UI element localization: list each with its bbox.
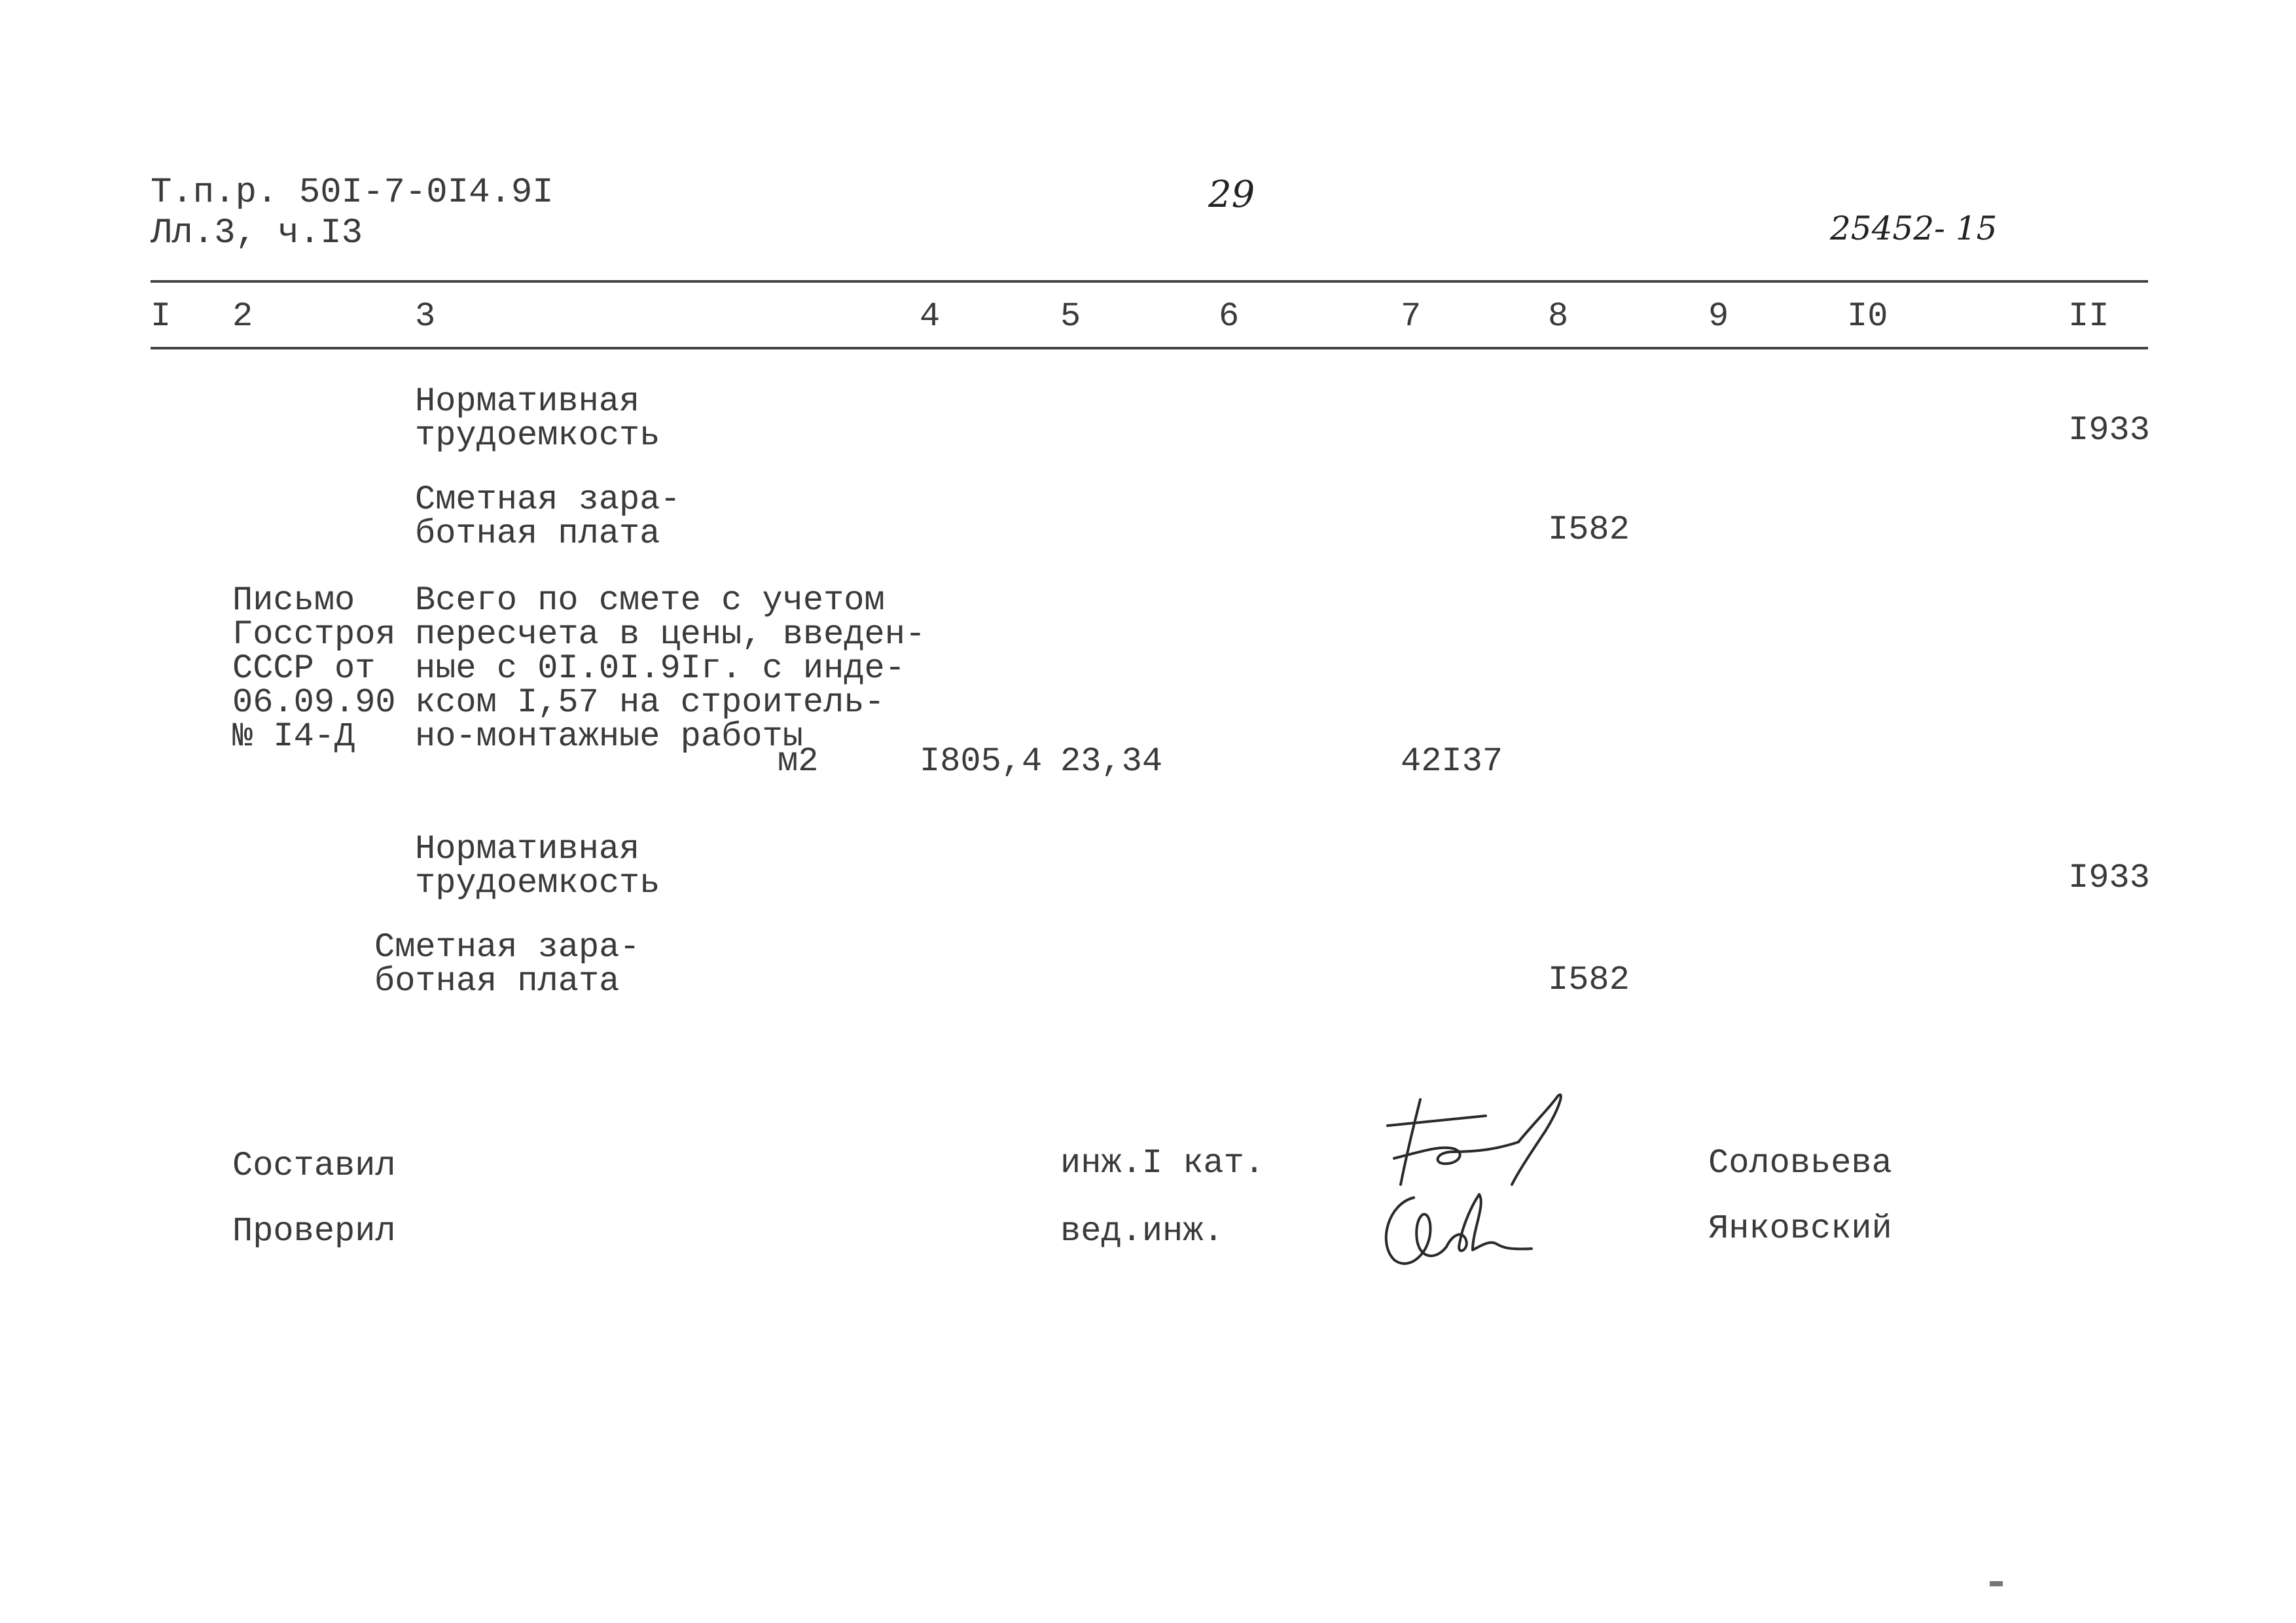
row-item-name: Сметная зара- ботная плата (415, 480, 681, 553)
row-value-col4: I805,4 (920, 742, 1043, 781)
column-header-3: 3 (415, 297, 436, 336)
sheet-reference: Лл.3, ч.I3 (151, 213, 363, 253)
column-header-2: 2 (232, 297, 253, 336)
scan-artifact (1990, 1581, 2003, 1586)
column-header-4: 4 (920, 297, 941, 336)
row-item-name: Нормативная трудоемкость (415, 830, 660, 902)
column-header-11: II (2068, 297, 2109, 336)
row-unit: м2 (778, 742, 819, 781)
row-value-col11: I933 (2068, 859, 2150, 897)
checked-name: Янковский (1708, 1209, 1892, 1248)
row-value-col7: 42I37 (1401, 742, 1503, 781)
column-header-8: 8 (1548, 297, 1569, 336)
row-reference: Письмо Госстроя СССР от 06.09.90 № I4-Д (232, 581, 396, 756)
column-header-7: 7 (1401, 297, 1422, 336)
column-header-1: I (151, 297, 171, 336)
compiled-name: Соловьева (1708, 1144, 1892, 1183)
column-header-9: 9 (1708, 297, 1729, 336)
page-number: 29 (1208, 173, 1255, 216)
row-value-col8: I582 (1548, 510, 1630, 549)
signature-checked (1374, 1178, 1545, 1276)
row-item-name: Сметная зара- ботная плата (374, 928, 640, 1001)
checked-label: Проверил (232, 1212, 396, 1251)
checked-position: вед.инж. (1060, 1212, 1224, 1251)
column-header-6: 6 (1219, 297, 1240, 336)
row-value-col5: 23,34 (1060, 742, 1163, 781)
inventory-number: 25452- 15 (1830, 209, 1998, 247)
compiled-position: инж.I кат. (1060, 1144, 1265, 1183)
row-value-col8: I582 (1548, 961, 1630, 999)
row-item-name: Всего по смете с учетом пересчета в цены, введен- ные с 0I.0I.9Iг. с инде- ксом I,57 на строитель- но-монтажные работы (415, 581, 926, 756)
table-top-rule (151, 280, 2148, 283)
column-header-5: 5 (1060, 297, 1081, 336)
column-header-10: I0 (1847, 297, 1888, 336)
compiled-label: Составил (232, 1147, 396, 1185)
row-item-name: Нормативная трудоемкость (415, 382, 660, 455)
row-value-col11: I933 (2068, 411, 2150, 450)
document-reference: Т.п.р. 50I-7-0I4.9I (151, 173, 554, 213)
table-header-bottom-rule (151, 347, 2148, 349)
